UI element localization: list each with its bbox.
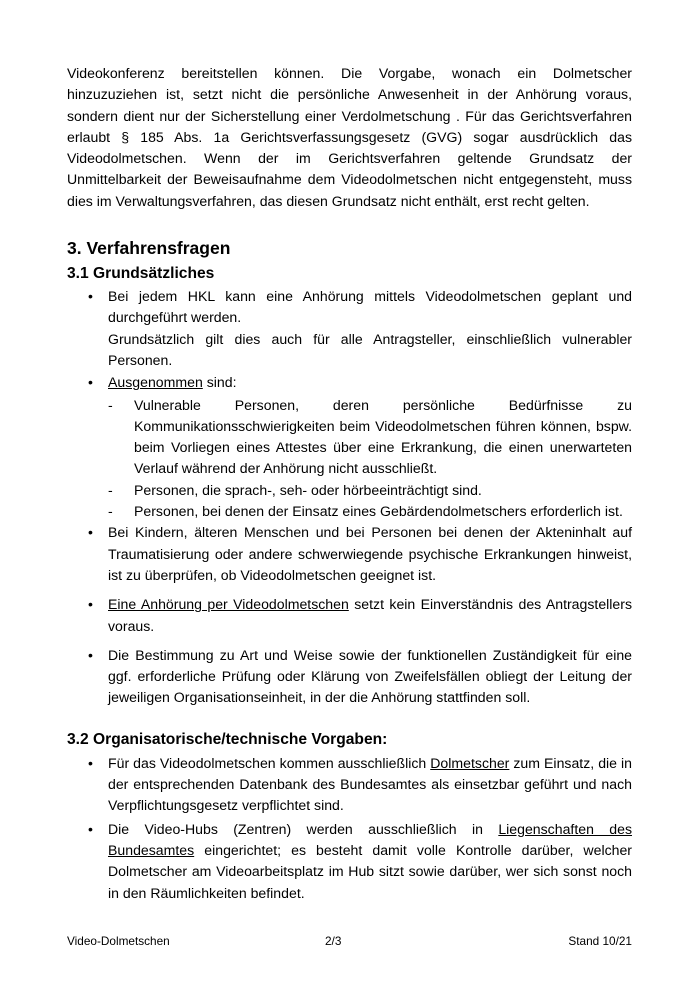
bullet-text (108, 753, 632, 817)
list-item (67, 819, 632, 904)
section-3-2-heading: 3.2 Organisatorische/technische Vorgaben: (67, 730, 388, 748)
bullet-icon: • (88, 820, 93, 837)
page-number: 2/3 (325, 934, 342, 948)
bullet-text-rest: setzt kein Einverständnis des Antragstellers voraus. (108, 596, 632, 634)
section-3-1-heading: 3.1 Grundsätzliches (67, 265, 215, 283)
list-item (67, 645, 632, 709)
list-item (67, 372, 632, 393)
footer-version: Stand 10/21 (568, 934, 632, 948)
page-footer (67, 933, 632, 949)
underlined-text: Eine Anhörung per Videodolmetschen (108, 596, 349, 613)
bullet-text: Bei Kindern, älteren Menschen und bei Personen bei denen der Akteninhalt auf Traumatisierung oder andere schwerwiegende psychische Erkrankungen hinweist, ist zu überprüfen, ob Videodolmetschen geeignet ist. (108, 524, 632, 583)
list-item (67, 522, 632, 586)
page-content (67, 63, 632, 904)
bullet-icon: • (88, 754, 93, 771)
bullet-icon: • (88, 646, 93, 663)
bullet-text-post: zum Einsatz, die in der entsprechenden Datenbank des Bundesamtes als einsetzbar geführt und nach Verpflichtungsgesetz verpflichtet sind. (108, 754, 632, 814)
dash-text: Personen, bei denen der Einsatz eines Gebärdendolmetschers erforderlich ist. (134, 503, 623, 520)
intro-paragraph: Videokonferenz bereitstellen können. Die Vorgabe, wonach ein Dolmetscher hinzuzuziehen ist, setzt nicht die persönliche Anwesenheit in der Anhörung voraus, sondern dient nur der Sicherstellung einer Verdolmetschung . Für das Gerichtsverfahren erlaubt § 185 Abs. 1a Gerichtsverfassungsgesetz (GVG) sogar ausdrücklich das Videodolmetschen. Wenn der im Gerichtsverfahren geltende Grundsatz der Unmittelbarkeit der Beweisaufnahme dem Videodolmetschen nicht entgegensteht, muss dies im Verwaltungsverfahren, das diesen Grundsatz nicht enthält, erst recht gelten. (67, 65, 632, 209)
dash-item (67, 480, 632, 501)
bullet-icon: • (88, 374, 93, 391)
dash-icon: - (108, 503, 113, 520)
bullet-text-rest: sind: (202, 374, 237, 391)
bullet-text: Die Bestimmung zu Art und Weise sowie der funktionellen Zuständigkeit für eine ggf. erforderliche Prüfung oder Klärung von Zweifelsfällen obliegt der Leitung der jeweiligen Organisationseinheit, in der die Anhörung stattfinden soll. (108, 646, 632, 706)
dash-text: Personen, die sprach-, seh- oder hörbeeinträchtigt sind. (134, 481, 482, 498)
dash-item (67, 395, 632, 480)
bullet-text (108, 819, 632, 904)
underlined-text: Liegenschaften des Bundesamtes (108, 820, 632, 858)
footer-title: Video-Dolmetschen (67, 934, 170, 948)
bullet-text-post: eingerichtet; es besteht damit volle Kontrolle darüber, welcher Dolmetscher am Videoarbeitsplatz im Hub sitzt sowie darüber, wer sich sonst noch in den Räumlichkeiten befindet. (108, 841, 632, 901)
bullet-icon: • (88, 524, 93, 541)
underlined-text: Ausgenommen (108, 374, 203, 391)
bullet-text-pre: Die Video-Hubs (Zentren) werden ausschließlich in (108, 820, 499, 837)
bullet-text-pre: Für das Videodolmetschen kommen ausschließlich (108, 754, 431, 771)
list-item (67, 286, 632, 371)
dash-text: Vulnerable Personen, deren persönliche Bedürfnisse zu Kommunikationsschwierigkeiten beim Videodolmetschen führen können, bspw. beim Vorliegen eines Attestes über eine Erkrankung, die einen unerwarteten Verlauf während der Anhörung nicht ausschließt. (134, 396, 632, 477)
section-3-heading: 3. Verfahrensfragen (67, 238, 231, 259)
bullet-text-continued: Grundsätzlich gilt dies auch für alle Antragsteller, einschließlich vulnerabler Personen. (108, 330, 632, 368)
bullet-icon: • (88, 596, 93, 613)
list-item (67, 594, 632, 637)
dash-icon: - (108, 481, 113, 498)
dash-item (67, 501, 632, 522)
bullet-icon: • (88, 288, 93, 305)
list-item (67, 753, 632, 817)
dash-icon: - (108, 396, 113, 413)
underlined-text: Dolmetscher (430, 754, 510, 771)
bullet-text (108, 372, 632, 393)
bullet-text (108, 594, 632, 637)
bullet-text: Bei jedem HKL kann eine Anhörung mittels Videodolmetschen geplant und durchgeführt werden. (108, 288, 632, 326)
